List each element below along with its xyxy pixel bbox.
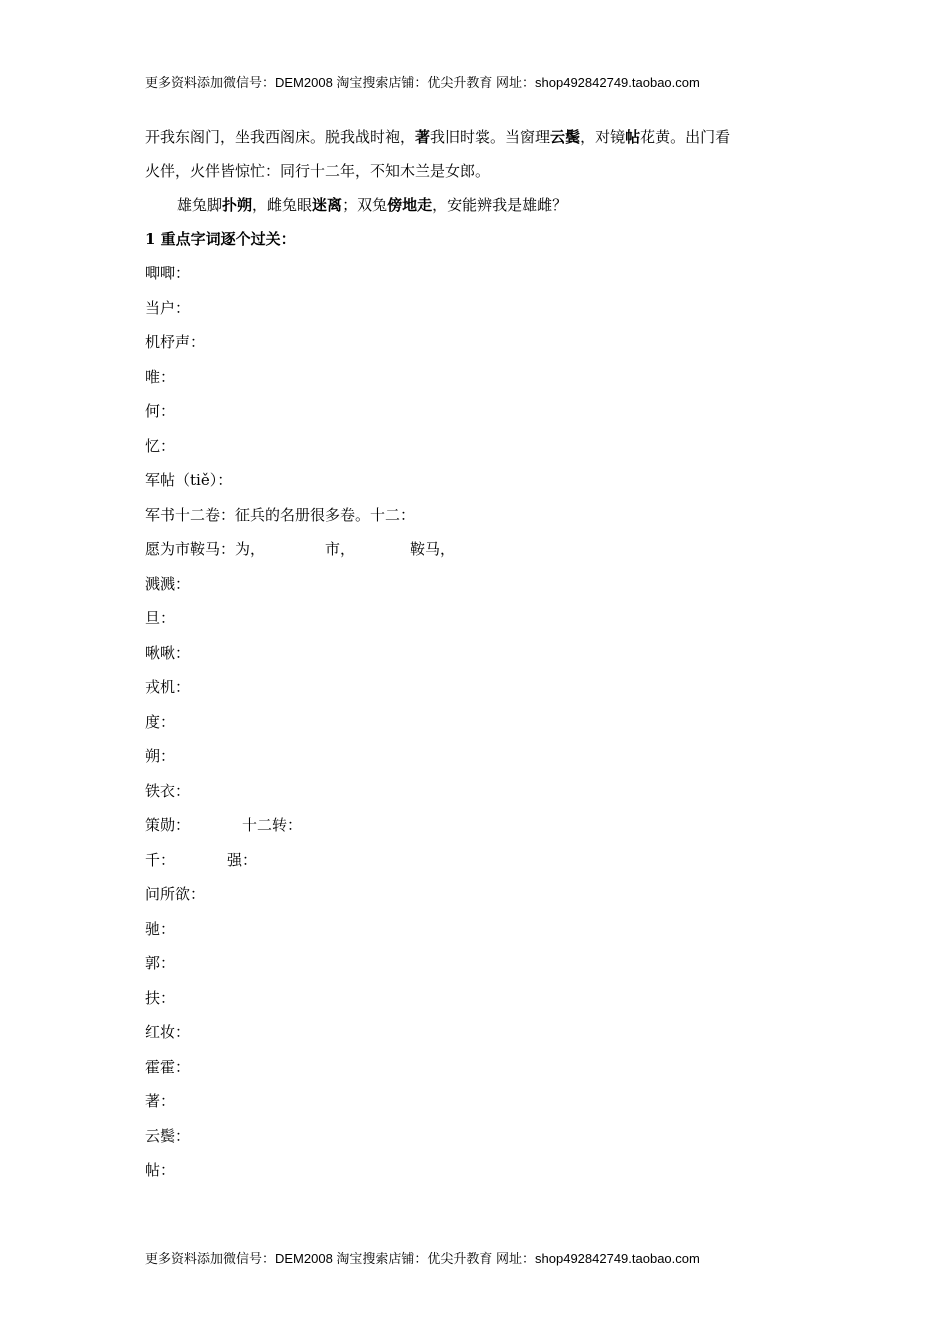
vocab-item: 何： [145,402,176,420]
vocab-item: 郭： [145,954,176,972]
vocab-item: 当户： [145,298,191,317]
poem-text: ，雌兔眼 [252,196,313,214]
poem-line-1 [145,120,815,154]
vocab-item: 朔： [145,747,176,765]
vocab-item: 度： [145,712,176,731]
poem-keyword: 帖 [625,128,641,146]
poem-keyword: 扑朔 [222,196,253,214]
vocab-item: 著： [145,1092,176,1110]
vocab-item: 扶： [145,988,176,1007]
vocab-item: 铁衣： [145,781,191,800]
vocab-term: 策勋： [145,816,191,834]
poem-text: ，对镜 [580,128,626,146]
vocab-item: 旦： [145,609,176,627]
poem-text: ，安能辨我是雄雌？ [432,196,568,214]
poem-line-2: 火伴，火伴皆惊忙：同行十二年，不知木兰是女郎。 [145,162,491,180]
vocab-item: 驰： [145,919,176,938]
vocab-item: 忆： [145,436,176,455]
vocab-item: 霍霍： [145,1057,191,1076]
vocab-item: 红妆： [145,1023,191,1041]
vocab-term: 十二转： [242,816,303,834]
vocab-item: 帖： [145,1161,176,1179]
vocab-item: 戎机： [145,678,191,696]
poem-text: ；双兔 [342,196,388,214]
vocab-item: 云鬓： [145,1126,191,1145]
poem-text: 雄兔脚 [177,196,223,214]
poem-keyword: 迷离 [312,196,343,214]
vocab-item: 溅溅： [145,574,191,593]
vocab-item: 问所欲： [145,885,206,903]
vocab-term: 鞍马， [410,540,456,558]
document-body [145,120,815,1188]
page-header: 更多资料添加微信号：DEM2008 淘宝搜索店铺：优尖升教育 网址：shop492842749.taobao.com [145,75,700,90]
vocab-term: 市， [325,540,356,558]
poem-text: 花黄。出门看 [640,128,731,146]
poem-text: 开我东阁门，坐我西阁床。脱我战时袍， [145,128,416,146]
vocab-item [145,843,815,878]
vocab-item: 机杼声： [145,333,206,351]
poem-keyword: 著 [415,128,431,146]
vocab-term: 愿为市鞍马：为， [145,540,266,558]
section-title: 1 重点字词逐个过关： [145,230,296,248]
vocab-item: 啾啾： [145,643,191,662]
vocab-term: 千： [145,850,176,869]
vocab-item: 军帖（tiě）： [145,471,233,489]
vocab-item [145,532,815,567]
page-footer: 更多资料添加微信号：DEM2008 淘宝搜索店铺：优尖升教育 网址：shop492842749.taobao.com [145,1251,700,1266]
poem-line-3 [145,188,815,222]
vocab-item: 唧唧： [145,264,191,282]
vocab-term: 强： [227,850,258,869]
vocab-item [145,808,815,843]
poem-text: 我旧时裳。当窗理 [430,128,551,146]
vocab-item: 军书十二卷：征兵的名册很多卷。十二： [145,505,416,524]
vocab-item: 唯： [145,367,176,386]
poem-keyword: 云鬓 [550,128,581,146]
poem-keyword: 傍地走 [387,196,433,214]
